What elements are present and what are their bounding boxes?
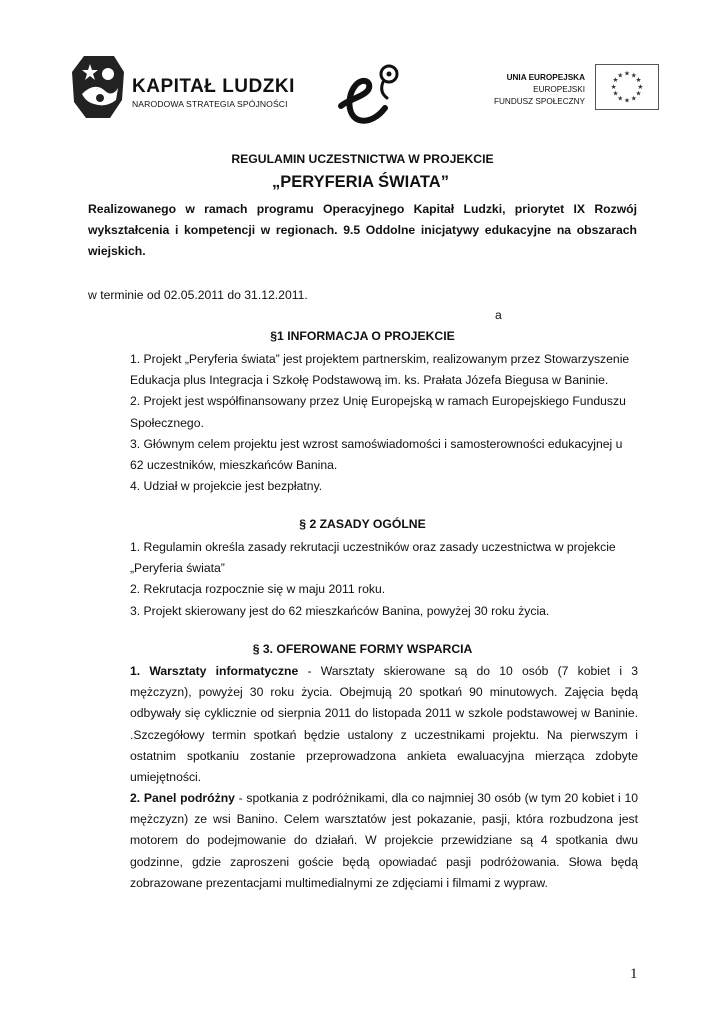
paragraph1-line: .Szczegółowy termin spotkań będzie ustalony z uczestnikami projektu. Na pierwszym i (130, 727, 638, 742)
term-text: w terminie od 02.05.2011 do 31.12.2011. (88, 288, 308, 302)
eu-line1: UNIA EUROPEJSKA (506, 73, 585, 82)
paragraph2-first-line (130, 788, 638, 809)
paragraph2-line: godzinne, gdzie zaproszeni goście będą opowiadać pasji podróżowania. Słowa będą (130, 854, 638, 869)
section1-line: Edukacja plus Integracja i Szkołę Podstawową im. ks. Prałata Józefa Biegusa w Baninie. (130, 373, 609, 388)
svg-text:★: ★ (630, 71, 637, 80)
eu-line2: EUROPEJSKI (533, 85, 585, 94)
intro-line: wykształcenia i kompetencji w regionach. 9.5 Oddolne inicjatywy edukacyjne na obszarach (88, 223, 637, 238)
eu-line3: FUNDUSZ SPOŁECZNY (494, 97, 585, 106)
paragraph2-label: 2. Panel podróżny (130, 791, 235, 805)
svg-text:★: ★ (617, 94, 624, 103)
section1-line: 4. Udział w projekcie jest bezpłatny. (130, 479, 323, 494)
paragraph1-first-text: - Warsztaty skierowane są do 10 osób (7 kobiet i 3 (298, 664, 638, 678)
section2-line: „Peryferia świata” (130, 561, 225, 576)
stray-letter: a (495, 308, 502, 322)
paragraph1-line: mężczyzn), powyżej 30 roku życia. Obejmują 20 spotkań 90 minutowych. Zajęcia będą (130, 685, 638, 700)
section1-body (130, 349, 629, 497)
section2-body (130, 537, 616, 622)
section3-paragraph2 (130, 788, 638, 894)
document-title-line2: „PERYFERIA ŚWIATA” (272, 173, 449, 191)
eu-logo (475, 64, 665, 124)
paragraph2-line: zobrazowane prezentacjami multimedialnymi ze zdjęciami i filmami z wypraw. (130, 875, 548, 890)
paragraph2-line: mężczyzn) ze wsi Banino. Celem warsztatów jest pokazanie, pasji, która rozbudzona jest (130, 812, 638, 827)
paragraph2-line: motorem do podejmowanie do działań. W projekcie przewidziane są 4 spotkania dwu (130, 833, 638, 848)
paragraph2-first-text: - spotkania z podróżnikami, dla co najmniej 30 osób (w tym 20 kobiet i 10 (234, 791, 639, 805)
section3-heading: § 3. OFEROWANE FORMY WSPARCIA (252, 642, 473, 656)
svg-text:★: ★ (617, 71, 624, 80)
section1-line: Społecznego. (130, 415, 204, 430)
section1-line: 62 uczestników, mieszkańców Banina. (130, 458, 338, 473)
section2-line: 2. Rekrutacja rozpocznie się w maju 2011 roku. (130, 582, 386, 597)
svg-text:★: ★ (635, 76, 642, 85)
paragraph1-line: ostatnim spotkaniu zostanie przeprowadzona ankieta ewaluacyjna mierząca zdobyte (130, 748, 638, 763)
eu-logo-text (475, 72, 585, 108)
svg-text:★: ★ (630, 94, 637, 103)
svg-text:★: ★ (637, 82, 644, 91)
intro-line: Realizowanego w ramach programu Operacyjnego Kapitał Ludzki, priorytet IX Rozwój (88, 202, 637, 216)
intro-paragraph (88, 199, 637, 263)
intro-line: wiejskich. (88, 244, 146, 259)
section2-heading: § 2 ZASADY OGÓLNE (299, 517, 426, 531)
svg-text:★: ★ (610, 82, 617, 91)
kapital-ludzki-title: KAPITAŁ LUDZKI (132, 76, 295, 97)
kapital-ludzki-logo (70, 48, 295, 126)
section1-line: 3. Głównym celem projektu jest wzrost samoświadomości i samosterowności edukacyjnej u (130, 436, 623, 451)
svg-text:★: ★ (624, 69, 630, 78)
svg-text:★: ★ (612, 76, 619, 85)
kapital-ludzki-subtitle: NARODOWA STRATEGIA SPÓJNOŚCI (132, 99, 288, 109)
paragraph1-label: 1. Warsztaty informatyczne (130, 664, 299, 678)
eu-flag-icon (595, 64, 659, 110)
svg-text:★: ★ (612, 89, 619, 98)
svg-text:★: ★ (635, 89, 642, 98)
kapital-ludzki-emblem-icon (70, 54, 128, 120)
section2-line: 3. Projekt skierowany jest do 62 mieszkańców Banina, powyżej 30 roku życia. (130, 603, 550, 618)
page-number: 1 (630, 966, 638, 982)
paragraph1-line: odbywały się cyklicznie od sierpnia 2011 do listopada 2011 w szkole podstawowej w Baninie. (130, 706, 638, 721)
section3-paragraph1 (130, 661, 638, 788)
e-project-logo-icon (333, 60, 405, 130)
svg-text:★: ★ (624, 96, 630, 105)
document-title-line1: REGULAMIN UCZESTNICTWA W PROJEKCIE (231, 152, 494, 166)
section1-line: 2. Projekt jest współfinansowany przez Unię Europejską w ramach Europejskiego Funduszu (130, 394, 626, 409)
section1-line: 1. Projekt „Peryferia świata” jest projektem partnerskim, realizowanym przez Stowarzyszenie (130, 352, 630, 366)
section1-heading: §1 INFORMACJA O PROJEKCIE (270, 329, 455, 343)
paragraph1-line: umiejętności. (130, 769, 202, 784)
paragraph1-first-line (130, 661, 638, 682)
section2-line: 1. Regulamin określa zasady rekrutacji uczestników oraz zasady uczestnictwa w projekcie (130, 540, 616, 554)
